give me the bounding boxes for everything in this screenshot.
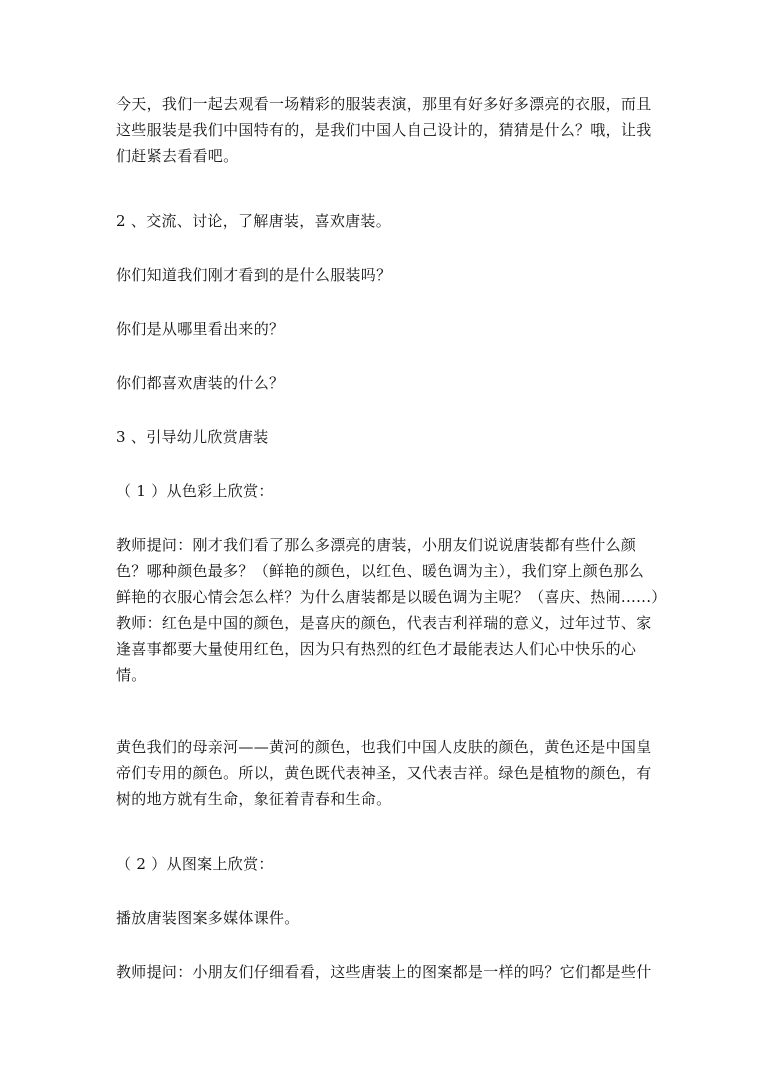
text-line: 情。	[116, 666, 147, 684]
teacher-pattern-question: 教师提问：小朋友们仔细看看，这些唐装上的图案都是一样的吗？它们都是些什	[116, 963, 652, 981]
paragraph-intro	[116, 91, 656, 169]
play-courseware: 播放唐装图案多媒体课件。	[116, 909, 300, 927]
paragraph-yellow-green	[116, 734, 656, 812]
text-line: 鲜艳的衣服心情会怎么样？为什么唐装都是以暖色调为主呢？（喜庆、热闹......）	[116, 588, 667, 606]
question-1: 你们知道我们刚才看到的是什么服装吗？	[116, 266, 392, 284]
text-line: 树的地方就有生命，象征着青春和生命。	[116, 790, 392, 808]
sub-2-heading: （ 2 ）从图案上欣赏：	[116, 855, 274, 873]
question-2: 你们是从哪里看出来的？	[116, 320, 285, 338]
text-line: 逢喜事都要大量使用红色，因为只有热烈的红色才最能表达人们心中快乐的心	[116, 640, 637, 658]
text-line: 黄色我们的母亲河——黄河的颜色，也我们中国人皮肤的颜色，黄色还是中国皇	[116, 738, 652, 756]
text-line: 教师提问：刚才我们看了那么多漂亮的唐装，小朋友们说说唐装都有些什么颜	[116, 536, 637, 554]
text-line: 教师：红色是中国的颜色，是喜庆的颜色，代表吉利祥瑞的意义，过年过节、家	[116, 614, 652, 632]
text-line: 们赶紧去看看吧。	[116, 147, 239, 165]
paragraph-teacher-color	[116, 532, 667, 688]
section-2-heading: 2 、交流、讨论，了解唐装，喜欢唐装。	[116, 212, 392, 230]
text-line: 色？哪种颜色最多？（鲜艳的颜色，以红色、暖色调为主），我们穿上颜色那么	[116, 562, 645, 580]
text-line: 今天，我们一起去观看一场精彩的服装表演，那里有好多好多漂亮的衣服，而且	[116, 95, 652, 113]
section-3-heading: 3 、引导幼儿欣赏唐装	[116, 428, 269, 446]
sub-1-heading: （ 1 ）从色彩上欣赏：	[116, 482, 274, 500]
text-line: 帝们专用的颜色。所以，黄色既代表神圣，又代表吉祥。绿色是植物的颜色，有	[116, 764, 652, 782]
text-line: 这些服装是我们中国特有的，是我们中国人自己设计的，猜猜是什么？哦，让我	[116, 121, 652, 139]
question-3: 你们都喜欢唐装的什么？	[116, 374, 285, 392]
